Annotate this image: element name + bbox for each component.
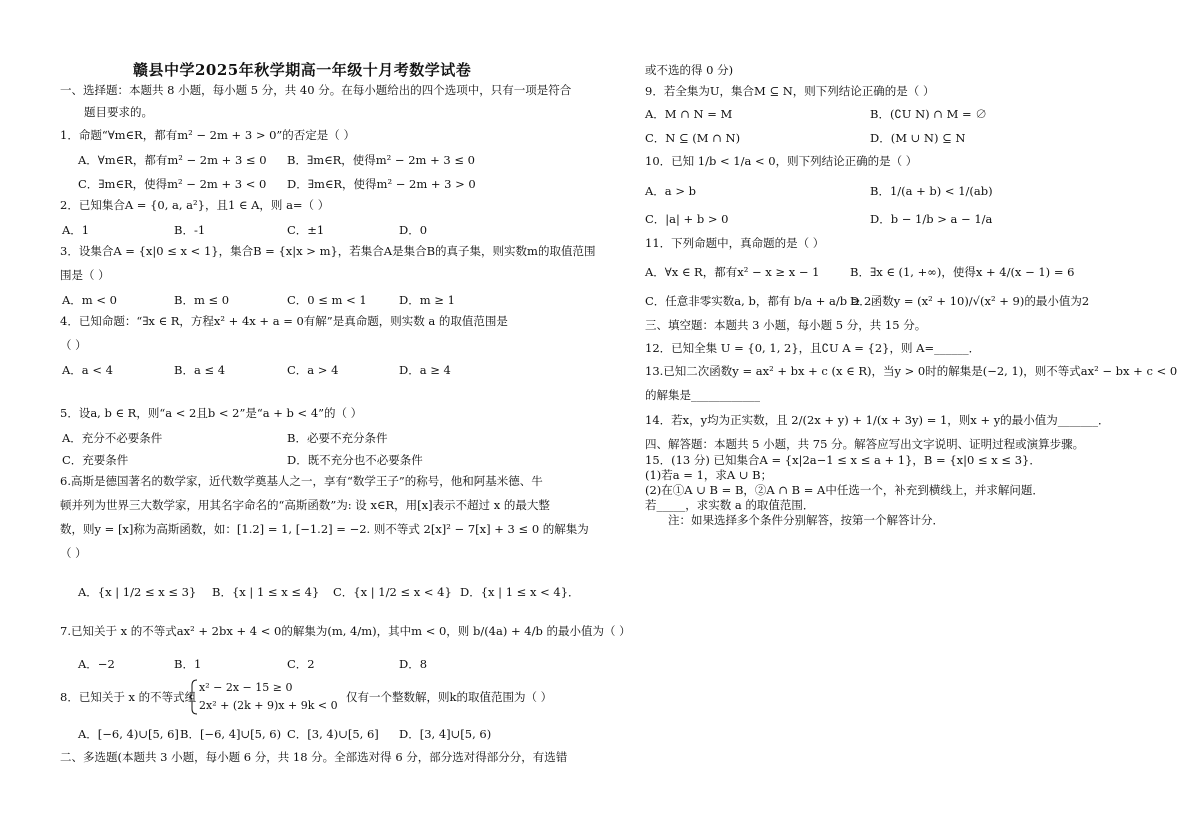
q6-stem-line4: （ ） [60, 546, 87, 560]
q10-option-c: C．|a| + b > 0 [645, 212, 729, 226]
section-4-heading: 四、解答题：本题共 5 小题，共 75 分。解答应写出文字说明、证明过程或演算步骤。 [645, 437, 1085, 451]
q3-option-c: C．0 ≤ m < 1 [287, 293, 367, 307]
q5-option-c: C．充要条件 [62, 453, 129, 467]
q6-stem-line3: 数，则y = [x]称为高斯函数，如：[1.2] = 1, [−1.2] = −2. 则不等式 2[x]² − 7[x] + 3 ≤ 0 的解集为 [60, 522, 589, 536]
q3-option-d: D．m ≥ 1 [399, 293, 455, 307]
q4-option-c: C．a > 4 [287, 363, 339, 377]
q9-option-d: D．(M ∪ N) ⊆ N [870, 131, 966, 145]
q15-stem: 15．(13 分) 已知集合A = {x|2a−1 ≤ x ≤ a + 1}，B = {x|0 ≤ x ≤ 3}． [645, 453, 1041, 467]
q1-option-d: D．∃m∈R，使得m² − 2m + 3 > 0 [287, 177, 476, 191]
q3-stem-cont: 围是（ ） [60, 268, 110, 282]
q13-stem: 13.已知二次函数y = ax² + bx + c (x ∈ R)，当y > 0时的解集是(−2, 1)，则不等式ax² − bx + c < 0 [645, 364, 1178, 378]
q13-stem-cont: 的解集是____________ [645, 388, 760, 402]
section-1-heading: 一、选择题：本题共 8 小题，每小题 5 分，共 40 分。在每小题给出的四个选项中，只有一项是符合 [60, 83, 572, 97]
q5-stem: 5．设a, b ∈ R，则“a < 2且b < 2”是“a + b < 4”的（ ） [60, 406, 363, 420]
q2-option-c: C．±1 [287, 223, 325, 237]
q7-stem: 7.已知关于 x 的不等式ax² + 2bx + 4 < 0的解集为(m, 4/m)，其中m < 0，则 b/(4a) + 4/b 的最小值为（ ） [60, 624, 631, 638]
q8-stem-suffix: 仅有一个整数解，则k的取值范围为（ ） [346, 690, 553, 704]
q5-option-a: A．充分不必要条件 [62, 431, 163, 445]
q10-option-a: A．a > b [645, 184, 696, 198]
q5-option-d: D．既不充分也不必要条件 [287, 453, 423, 467]
q8-brace [189, 679, 199, 715]
q2-option-d: D．0 [399, 223, 428, 237]
section-1-heading-cont: 题目要求的。 [84, 105, 153, 119]
q3-option-b: B．m ≤ 0 [174, 293, 230, 307]
q6-option-a: A．{x | 1/2 ≤ x ≤ 3} [78, 585, 197, 599]
q1-option-c: C．∃m∈R，使得m² − 2m + 3 < 0 [78, 177, 267, 191]
q15-part-1: (1)若a = 1，求A ∪ B； [645, 468, 773, 482]
q4-stem-cont: （ ） [60, 338, 87, 352]
q1-stem: 1．命题“∀m∈R，都有m² − 2m + 3 > 0”的否定是（ ） [60, 128, 355, 142]
q7-option-a: A．−2 [78, 657, 115, 671]
q8-option-b: B．[−6, 4]∪[5, 6) [180, 727, 282, 741]
q4-option-a: A．a < 4 [62, 363, 113, 377]
q9-option-b: B．(∁U N) ∩ M = ∅ [870, 107, 987, 121]
q6-option-c: C．{x | 1/2 ≤ x < 4} [333, 585, 452, 599]
q1-option-a: A．∀m∈R，都有m² − 2m + 3 ≤ 0 [78, 153, 267, 167]
q6-option-b: B．{x | 1 ≤ x ≤ 4} [212, 585, 320, 599]
q2-option-b: B．-1 [174, 223, 206, 237]
q8-option-d: D．[3, 4]∪[5, 6) [399, 727, 492, 741]
q10-option-d: D．b − 1/b > a − 1/a [870, 212, 993, 226]
q8-system-line2: 2x² + (2k + 9)x + 9k < 0 [199, 699, 338, 712]
q4-option-d: D．a ≥ 4 [399, 363, 451, 377]
q8-option-a: A．[−6, 4)∪[5, 6] [78, 727, 179, 741]
q7-option-b: B．1 [174, 657, 202, 671]
q11-option-d: D．函数y = (x² + 10)/√(x² + 9)的最小值为2 [850, 294, 1090, 308]
q1-option-b: B．∃m∈R，使得m² − 2m + 3 ≤ 0 [287, 153, 475, 167]
q9-option-a: A．M ∩ N = M [645, 107, 733, 121]
q10-stem: 10．已知 1/b < 1/a < 0，则下列结论正确的是（ ） [645, 154, 918, 168]
q10-option-b: B．1/(a + b) < 1/(ab) [870, 184, 993, 198]
q14-stem: 14．若x，y均为正实数，且 2/(2x + y) + 1/(x + 3y) = 1，则x + y的最小值为_______． [645, 413, 1110, 427]
q15-note: 注：如果选择多个条件分别解答，按第一个解答计分． [668, 513, 944, 527]
q2-stem: 2．已知集合A = {0, a, a²}，且1 ∈ A，则 a=（ ） [60, 198, 330, 212]
q3-option-a: A．m < 0 [62, 293, 117, 307]
q9-stem: 9．若全集为U，集合M ⊆ N，则下列结论正确的是（ ） [645, 84, 935, 98]
q8-stem-prefix: 8．已知关于 x 的不等式组 [60, 690, 197, 704]
q8-option-c: C．[3, 4)∪[5, 6] [287, 727, 379, 741]
q11-option-a: A．∀x ∈ R，都有x² − x ≥ x − 1 [645, 265, 820, 279]
q6-option-d: D．{x | 1 ≤ x < 4}． [460, 585, 580, 599]
q9-option-c: C．N ⊆ (M ∩ N) [645, 131, 741, 145]
section-2-heading-cont: 或不选的得 0 分) [645, 63, 734, 77]
q2-option-a: A．1 [62, 223, 90, 237]
q5-option-b: B．必要不充分条件 [287, 431, 388, 445]
q4-option-b: B．a ≤ 4 [174, 363, 226, 377]
q15-part-2: (2)在①A ∪ B = B，②A ∩ B = A中任选一个，补充到横线上，并求解问题． [645, 483, 1044, 497]
q6-stem: 6.高斯是德国著名的数学家，近代数学奠基人之一，享有“数学王子”的称号，他和阿基米德、牛 [60, 474, 543, 488]
q11-option-b: B．∃x ∈ (1, +∞)，使得x + 4/(x − 1) = 6 [850, 265, 1075, 279]
q6-stem-line2: 顿并列为世界三大数学家，用其名字命名的“高斯函数”为: 设 x∈R，用[x]表示不超过 x 的最大整 [60, 498, 550, 512]
q12-stem: 12．已知全集 U = {0, 1, 2}，且∁U A = {2}，则 A=______． [645, 341, 981, 355]
q15-part-2-cont: 若_____，求实数 a 的取值范围． [645, 498, 815, 512]
q11-option-c: C．任意非零实数a, b，都有 b/a + a/b ≥ 2 [645, 294, 872, 308]
section-2-heading: 二、多选题(本题共 3 小题，每小题 6 分，共 18 分。全部选对得 6 分，部分选对得部分分，有选错 [60, 750, 568, 764]
q3-stem: 3．设集合A = {x|0 ≤ x < 1}，集合B = {x|x > m}，若集合A是集合B的真子集，则实数m的取值范围 [60, 244, 596, 258]
q7-option-c: C．2 [287, 657, 315, 671]
q7-option-d: D．8 [399, 657, 428, 671]
q8-system-line1: x² − 2x − 15 ≥ 0 [199, 681, 293, 694]
section-3-heading: 三、填空题：本题共 3 小题，每小题 5 分，共 15 分。 [645, 318, 927, 332]
q11-stem: 11．下列命题中，真命题的是（ ） [645, 236, 825, 250]
q4-stem: 4．已知命题：“∃x ∈ R，方程x² + 4x + a = 0有解”是真命题，则实数 a 的取值范围是 [60, 314, 508, 328]
exam-title: 赣县中学2025年秋学期高一年级十月考数学试卷 [133, 61, 472, 79]
